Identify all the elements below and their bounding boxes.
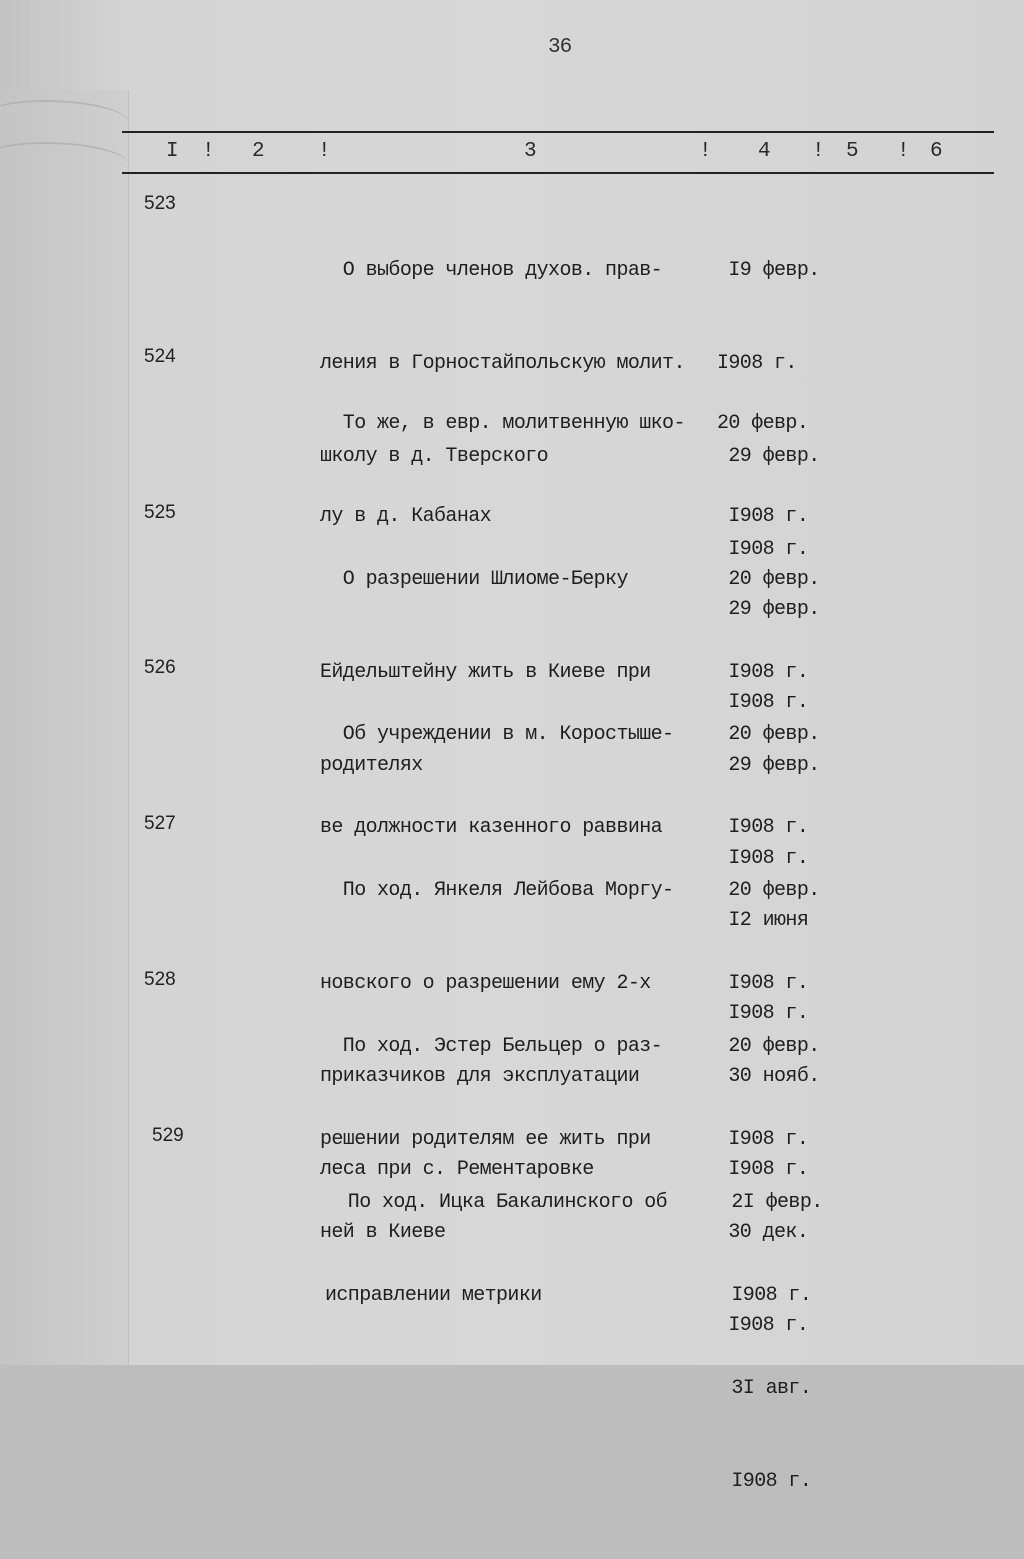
date-line: I908 г. bbox=[717, 691, 809, 714]
date-line: 29 февр. bbox=[717, 598, 820, 621]
date-line: 20 февр. bbox=[717, 412, 809, 435]
date-line: I908 г. bbox=[717, 1158, 809, 1181]
column-separator: ! bbox=[897, 140, 910, 163]
date-line: I908 г. bbox=[717, 847, 809, 870]
entry-dates bbox=[720, 1125, 830, 1559]
date-line: 20 февр. bbox=[717, 1035, 820, 1058]
entry-number: 525 bbox=[144, 502, 176, 523]
date-line: 30 нояб. bbox=[717, 1065, 820, 1088]
date-line: 30 дек. bbox=[717, 1221, 809, 1244]
date-line: I908 г. bbox=[717, 505, 809, 528]
date-line: 29 февр. bbox=[717, 754, 820, 777]
description-line: ней в Киеве bbox=[320, 1221, 446, 1244]
column-separator: ! bbox=[812, 140, 825, 163]
date-line: I2 июня bbox=[717, 909, 809, 932]
description-line: исправлении метрики bbox=[325, 1284, 542, 1307]
page-curl-line bbox=[0, 100, 130, 142]
column-separator: ! bbox=[202, 140, 215, 163]
description-line: родителях bbox=[320, 754, 423, 777]
date-line: 20 февр. bbox=[717, 568, 820, 591]
column-header-6: 6 bbox=[930, 140, 943, 163]
date-line: I908 г. bbox=[717, 1128, 809, 1151]
date-line: I908 г. bbox=[717, 352, 797, 375]
date-line: I9 февр. bbox=[717, 259, 820, 282]
date-line: I908 г. bbox=[720, 1284, 812, 1307]
description-line: леса при с. Рементаровке bbox=[320, 1158, 594, 1181]
table-header-bottom-rule bbox=[122, 172, 994, 174]
date-line: 20 февр. bbox=[717, 879, 820, 902]
entry-number: 523 bbox=[144, 193, 176, 214]
entry-number: 528 bbox=[144, 969, 176, 990]
column-separator: ! bbox=[318, 140, 331, 163]
date-line: I908 г. bbox=[720, 1470, 812, 1493]
date-line: I908 г. bbox=[717, 661, 809, 684]
description-line: решении родителям ее жить при bbox=[320, 1128, 651, 1151]
date-line: I908 г. bbox=[717, 972, 809, 995]
column-header-2: 2 bbox=[252, 140, 265, 163]
description-line: О выборе членов духов. прав- bbox=[320, 259, 663, 282]
description-line: По ход. Ицка Бакалинского об bbox=[325, 1191, 668, 1214]
description-line: То же, в евр. молитвенную шко- bbox=[320, 412, 685, 435]
description-line: По ход. Янкеля Лейбова Моргу- bbox=[320, 879, 674, 902]
entry-number: 529 bbox=[152, 1125, 184, 1146]
underlying-page-edge bbox=[0, 90, 129, 1365]
table-header bbox=[0, 140, 1024, 166]
entry-description bbox=[325, 1125, 725, 1373]
date-line: I908 г. bbox=[717, 1002, 809, 1025]
table-header-top-rule bbox=[122, 131, 994, 133]
description-line: По ход. Эстер Бельцер о раз- bbox=[320, 1035, 663, 1058]
date-line: 29 февр. bbox=[717, 445, 820, 468]
entry-number: 524 bbox=[144, 346, 176, 367]
entry-number: 527 bbox=[144, 813, 176, 834]
column-separator: ! bbox=[699, 140, 712, 163]
column-header-4: 4 bbox=[758, 140, 771, 163]
entry-number: 526 bbox=[144, 657, 176, 678]
description-line: ве должности казенного раввина bbox=[320, 816, 663, 839]
date-line: 3I авг. bbox=[720, 1377, 812, 1400]
column-header-5: 5 bbox=[846, 140, 859, 163]
date-line: 2I февр. bbox=[720, 1191, 823, 1214]
description-line: новского о разрешении ему 2-х bbox=[320, 972, 651, 995]
column-header-1: I bbox=[166, 140, 179, 163]
date-line: 20 февр. bbox=[717, 723, 820, 746]
description-line: О разрешении Шлиоме-Берку bbox=[320, 568, 628, 591]
description-line: ления в Горностайпольскую молит. bbox=[320, 352, 685, 375]
description-line: Об учреждении в м. Коростыше- bbox=[320, 723, 674, 746]
date-line: I908 г. bbox=[717, 1314, 809, 1337]
description-line: приказчиков для эксплуатации bbox=[320, 1065, 640, 1088]
description-line: лу в д. Кабанах bbox=[320, 505, 492, 528]
column-header-3: 3 bbox=[524, 140, 537, 163]
date-line: I908 г. bbox=[717, 816, 809, 839]
page-number: 36 bbox=[548, 36, 572, 59]
description-line: школу в д. Тверского bbox=[320, 445, 549, 468]
date-line: I908 г. bbox=[717, 538, 809, 561]
description-line: Ейдельштейну жить в Киеве при bbox=[320, 661, 651, 684]
